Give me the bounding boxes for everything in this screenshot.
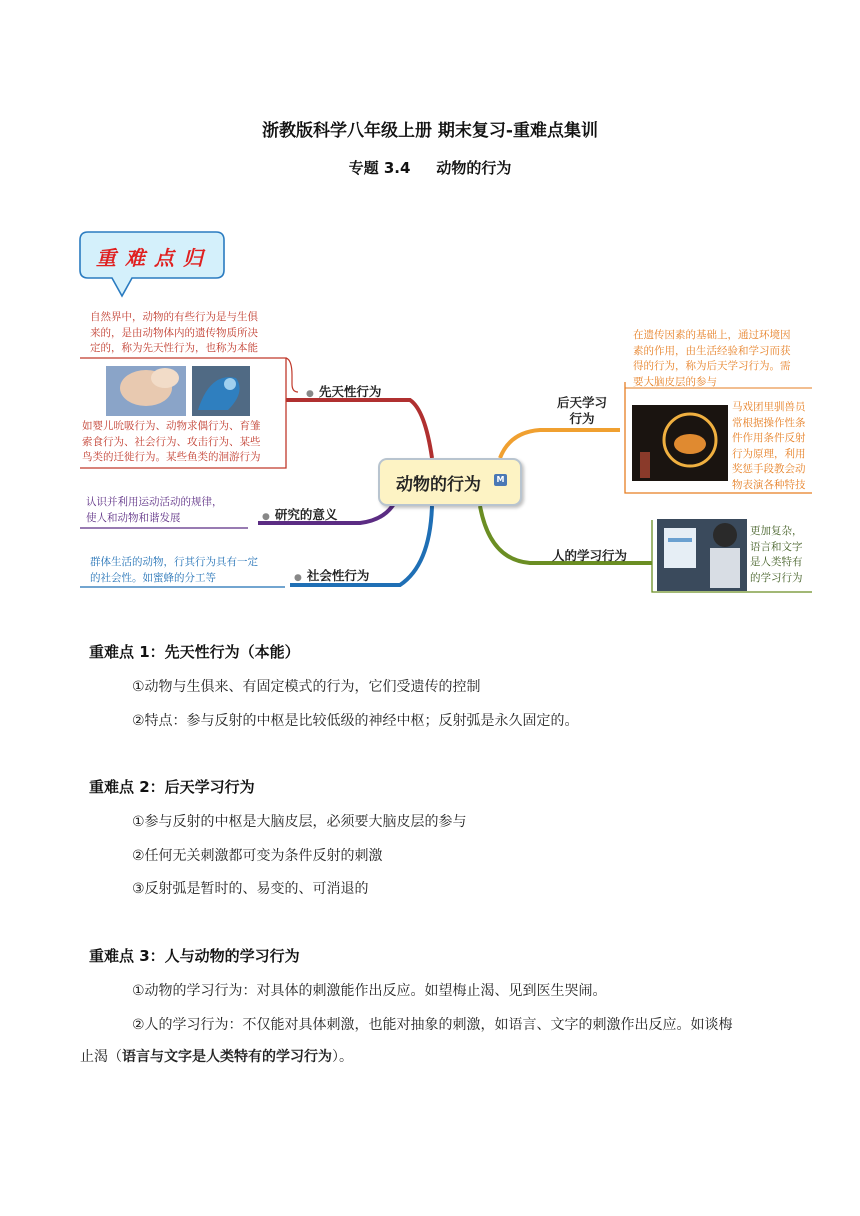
bullet-icon: ● — [294, 573, 302, 583]
section-1-item-1: ①动物与生俱来、有固定模式的行为，它们受遗传的控制 — [132, 679, 481, 695]
learned-definition-note: 在遗传因素的基础上，通过环境因 素的作用，由生活经验和学习而获 得的行为，称为后天学习行为。需 要大脑皮层的参与 — [633, 329, 791, 388]
section-3-heading: 重难点 3：人与动物的学习行为 — [89, 947, 300, 965]
innate-examples-note: 如婴儿吮吸行为、动物求偶行为、育雏 索食行为、社会行为、攻击行为、某些 鸟类的迁徙行为。某些鱼类的洄游行为 — [82, 420, 261, 463]
subtitle-number: 专题 3.4 — [348, 159, 411, 177]
innate-connector — [286, 400, 432, 458]
section-1-heading: 重难点 1：先天性行为（本能） — [89, 643, 300, 661]
social-note: 群体生活的动物，行其行为具有一定 的社会性。如蜜蜂的分工等 — [90, 556, 258, 584]
branch-significance: ● 研究的意义 — [262, 507, 338, 522]
section-3-item-2-line-2: 止渴（语言与文字是人类特有的学习行为）。 — [80, 1049, 353, 1065]
emphasis-text: 语言与文字是人类特有的学习行为 — [122, 1049, 332, 1065]
branch-social: ● 社会性行为 — [294, 568, 370, 583]
bullet-icon: ● — [306, 389, 314, 399]
section-2-item-2: ②任何无关刺激都可变为条件反射的刺激 — [132, 848, 383, 864]
branch-human: 人的学习行为 — [552, 548, 628, 563]
circus-training-note: 马戏团里驯兽员 常根据操作性条 件作用条件反射 行为原理，利用 奖惩手段教会动 物表演各种特技 — [732, 401, 806, 491]
section-2-item-1: ①参与反射的中枢是大脑皮层，必须要大脑皮层的参与 — [132, 814, 467, 830]
learned-connector — [500, 430, 620, 458]
innate-brace — [286, 358, 298, 392]
subtitle-text: 动物的行为 — [436, 159, 512, 177]
branch-innate: ● 先天性行为 — [306, 384, 382, 399]
significance-note: 认识并利用运动活动的规律， 使人和动物和谐发展 — [86, 496, 223, 524]
mindmap-bubble-label: 重难点归 — [96, 246, 212, 270]
map-marker-icon: M — [494, 474, 507, 486]
central-node-label: 动物的行为 — [396, 475, 481, 495]
baby-photo — [106, 366, 186, 416]
branch-learned: 后天学习 行为 — [556, 395, 607, 426]
document-title: 浙教版科学八年级上册 期末复习-重难点集训 — [262, 121, 598, 141]
bird-photo — [192, 366, 250, 416]
section-3-item-2-line-1: ②人的学习行为：不仅能对具体刺激，也能对抽象的刺激，如语言、文字的刺激作出反应。如谈梅 — [132, 1017, 733, 1033]
bullet-icon: ● — [262, 512, 270, 522]
circus-tiger-photo — [632, 405, 728, 481]
section-2-item-3: ③反射弧是暂时的、易变的、可消退的 — [132, 881, 369, 897]
human-learning-note: 更加复杂， 语言和文字 是人类特有 的学习行为 — [750, 525, 803, 584]
child-reading-photo — [657, 519, 747, 591]
section-3-item-1: ①动物的学习行为：对具体的刺激能作出反应。如望梅止渴、见到医生哭闹。 — [132, 983, 607, 999]
section-2-heading: 重难点 2：后天学习行为 — [89, 778, 255, 796]
innate-definition-note: 自然界中，动物的有些行为是与生俱 来的，是由动物体内的遗传物质所决 定的，称为先天性行为，也称为本能 — [90, 311, 258, 354]
section-1-item-2: ②特点：参与反射的中枢是比较低级的神经中枢；反射弧是永久固定的。 — [132, 713, 579, 729]
